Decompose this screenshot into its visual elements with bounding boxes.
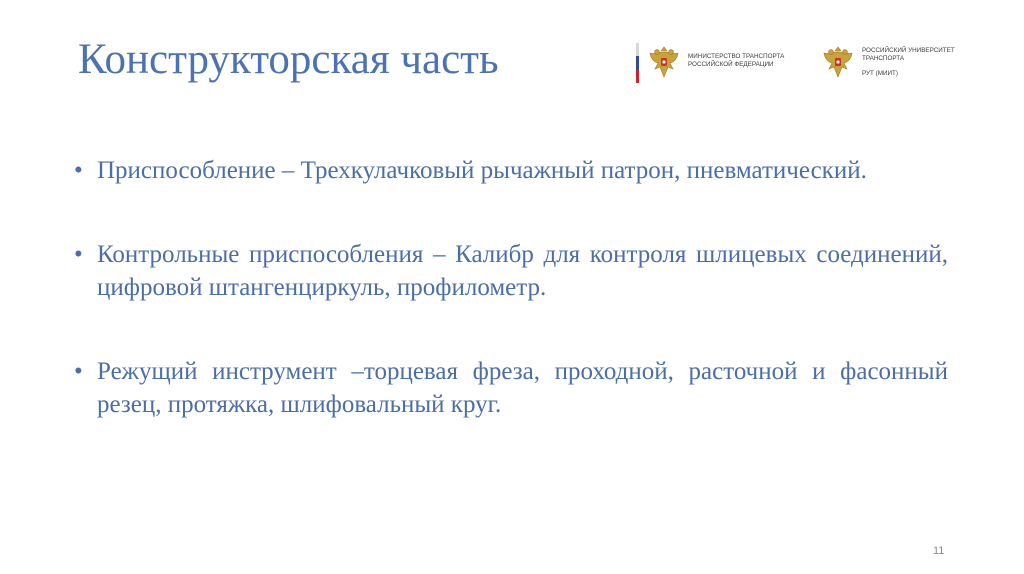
bullet-list (74, 154, 948, 472)
bullet-marker: • (74, 157, 83, 184)
bullet-text: Приспособление – Трехкулачковый рычажный патрон, пневматический. (97, 157, 867, 184)
coat-of-arms-icon (820, 43, 856, 83)
ministry-logo-text (688, 53, 784, 69)
ministry-line-2: РОССИЙСКОЙ ФЕДЕРАЦИИ (688, 61, 774, 68)
coat-of-arms-icon (646, 43, 682, 83)
bullet-marker: • (74, 358, 83, 385)
bullet-text: Режущий инструмент –торцевая фреза, проходной, расточной и фасонный резец, протяжка, шлифовальный круг. (97, 358, 948, 418)
bullet-item-cutting-tools (74, 355, 948, 421)
university-abbr: РУТ (МИИТ) (862, 70, 898, 77)
university-line-1: РОССИЙСКИЙ УНИВЕРСИТЕТ (862, 47, 955, 54)
university-line-2: ТРАНСПОРТА (862, 55, 905, 62)
bullet-item-fixture (74, 154, 948, 187)
flag-stripe-icon (636, 43, 639, 83)
ministry-line-1: МИНИСТЕРСТВО ТРАНСПОРТА (688, 53, 785, 60)
page-number: 11 (933, 545, 945, 557)
bullet-item-control (74, 238, 948, 304)
bullet-text: Контрольные приспособления – Калибр для контроля шлицевых соединений, цифровой штангенциркуль, профилометр. (97, 241, 948, 301)
university-logo-text (862, 47, 955, 78)
bullet-marker: • (74, 241, 83, 268)
slide-title: Конструкторская часть (78, 36, 499, 83)
